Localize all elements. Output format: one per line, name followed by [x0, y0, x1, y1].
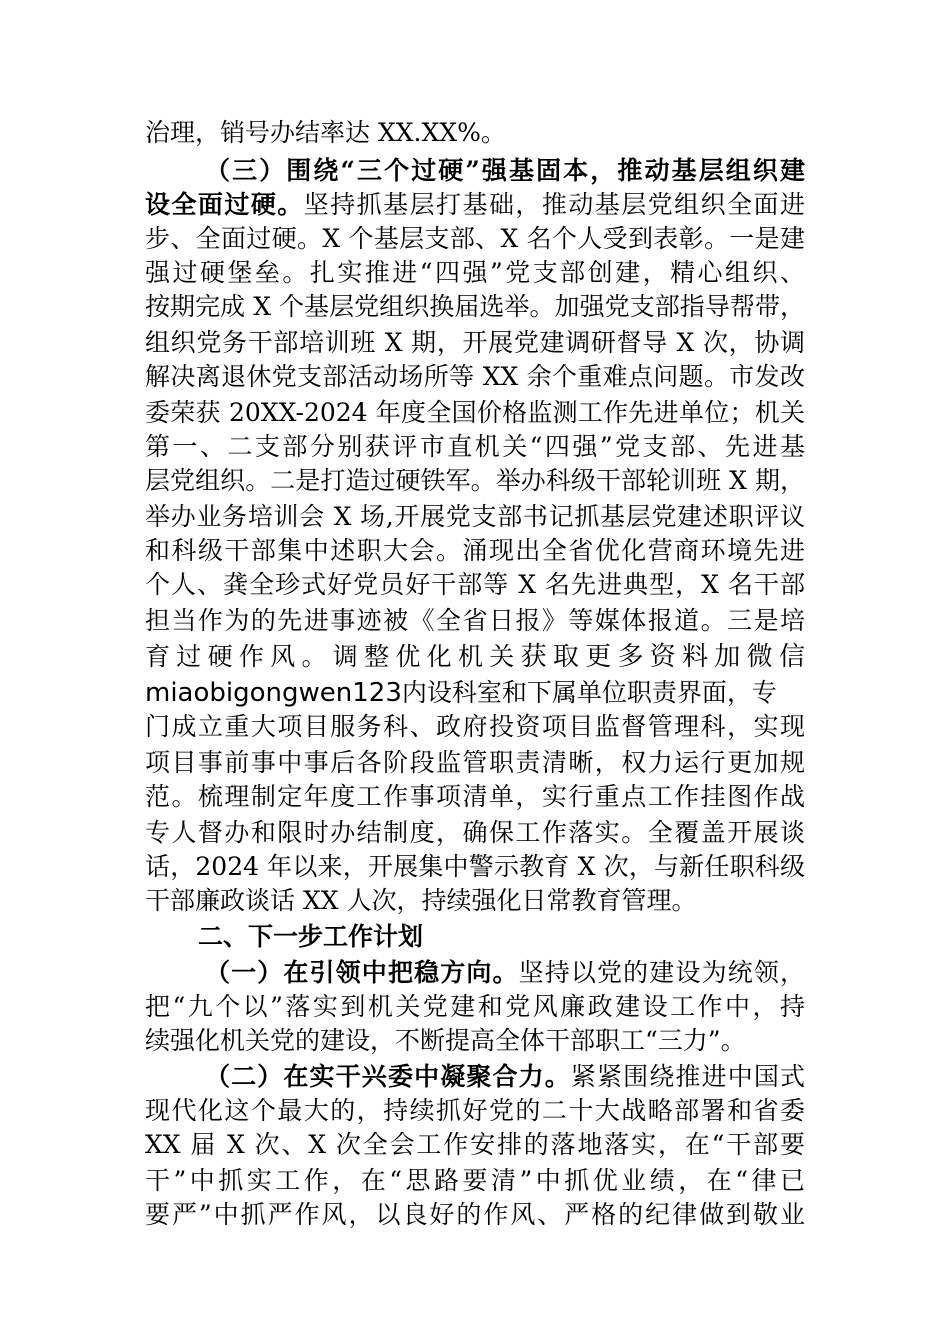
text-span: 内设科室和下属单位职责界面，专 — [401, 678, 777, 707]
sub-heading-one: （一）在引领中把稳方向。 — [205, 958, 519, 987]
text-line: 干”中抓实工作，在“思路要清”中抓优业绩，在“律已 — [145, 1166, 805, 1195]
text-line: 委荣获 20XX-2024 年度全国价格监测工作先进单位；机关 — [145, 398, 805, 427]
text-line: 门成立重大项目服务科、政府投资项目监督管理科，实现 — [145, 712, 805, 741]
text-line: 第一、二支部分别获评市直机关“四强”党支部、先进基 — [145, 432, 805, 461]
section-heading-next-plan: 二、下一步工作计划 — [198, 922, 424, 951]
section-heading-three-cont: 设全面过硬。 — [145, 190, 304, 219]
text-line: 组织党务干部培训班 X 期，开展党建调研督导 X 次，协调 — [145, 328, 805, 357]
text-line: 个人、龚全珍式好党员好干部等 X 名先进典型，X 名干部 — [145, 570, 805, 599]
text-line: 项目事前事中事后各阶段监管职责清晰，权力运行更加规 — [145, 748, 805, 777]
text-span: 紧紧围绕推进中国式 — [570, 1062, 805, 1091]
text-line: 举办业务培训会 X 场,开展党支部书记抓基层党建述职评议 — [145, 502, 805, 531]
text-line: 干部廉政谈话 XX 人次，持续强化日常教育管理。 — [145, 886, 697, 915]
text-line: 续强化机关党的建设，不断提高全体干部职工“三力”。 — [145, 1026, 746, 1055]
text-line — [145, 188, 805, 222]
text-line: 专人督办和限时办结制度，确保工作落实。全覆盖开展谈 — [145, 818, 805, 847]
text-line: 按期完成 X 个基层党组织换届选举。加强党支部指导帮带， — [145, 292, 805, 321]
text-line: 解决离退休党支部活动场所等 XX 余个重难点问题。市发改 — [145, 362, 805, 391]
text-line: 现代化这个最大的，持续抓好党的二十大战略部署和省委 — [145, 1096, 805, 1125]
text-line: 担当作为的先进事迹被《全省日报》等媒体报道。三是培 — [145, 606, 805, 635]
text-line — [205, 1060, 805, 1094]
text-line — [205, 956, 805, 990]
text-line: 强过硬堡垒。扎实推进“四强”党支部创建，精心组织、 — [145, 258, 805, 287]
section-heading-three: （三）围绕“三个过硬”强基固本，推动基层组织建 — [205, 156, 805, 185]
watermark-id: miaobigongwen123 — [145, 678, 402, 708]
sub-heading-two: （二）在实干兴委中凝聚合力。 — [205, 1062, 571, 1091]
text-line: 和科级干部集中述职大会。涌现出全省优化营商环境先进 — [145, 536, 805, 565]
text-line: 治理，销号办结率达 XX.XX%。 — [145, 118, 506, 147]
text-line: 把“九个以”落实到机关党建和党风廉政建设工作中，持 — [145, 992, 805, 1021]
text-line: 话，2024 年以来，开展集中警示教育 X 次，与新任职科级 — [145, 852, 805, 881]
text-line: 步、全面过硬。X 个基层支部、X 名个人受到表彰。一是建 — [145, 224, 805, 253]
text-line: XX 届 X 次、X 次全会工作安排的落地落实，在“干部要 — [145, 1130, 805, 1159]
watermark-text: 获取更多资料加微信 — [520, 642, 805, 672]
text-line — [145, 640, 805, 674]
text-line: 要严”中抓严作风，以良好的作风、严格的纪律做到敬业 — [145, 1200, 805, 1229]
text-line: 层党组织。二是打造过硬铁军。举办科级干部轮训班 X 期， — [145, 466, 805, 495]
text-line — [145, 676, 805, 710]
text-span: 育过硬作风。调整优化机关 — [145, 642, 521, 671]
text-span: 坚持以党的建设为统领， — [518, 958, 805, 987]
text-span: 坚持抓基层打基础，推动基层党组织全面进 — [303, 190, 805, 219]
text-line: 范。梳理制定年度工作事项清单，实行重点工作挂图作战 — [145, 782, 805, 811]
